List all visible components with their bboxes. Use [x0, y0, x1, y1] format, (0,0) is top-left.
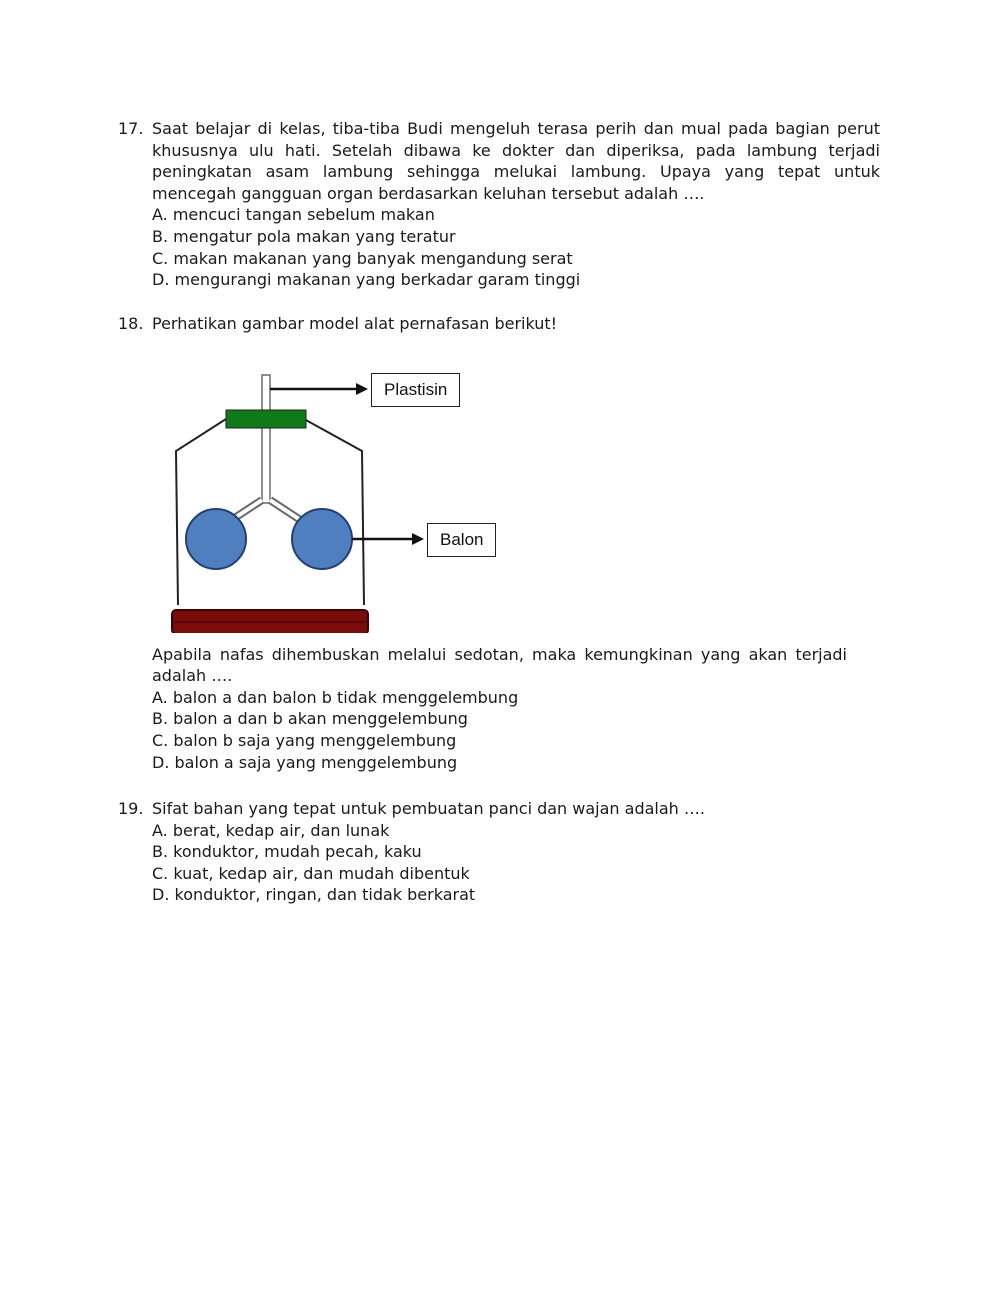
question-number: 18. [118, 314, 144, 333]
option-b[interactable]: B. mengatur pola makan yang teratur [152, 226, 456, 246]
option-a[interactable]: A. mencuci tangan sebelum makan [152, 205, 435, 225]
option-a[interactable]: A. berat, kedap air, dan lunak [152, 820, 390, 840]
option-c[interactable]: C. balon b saja yang menggelembung [152, 730, 457, 750]
label-plastisin: Plastisin [371, 373, 460, 407]
breathing-model-figure [146, 343, 546, 633]
question-number: 17. [118, 119, 144, 138]
arrow-balon-head [412, 533, 424, 545]
question-followup: Apabila nafas dihembuskan melalui sedotan, maka kemungkinan yang akan terjadi adalah …. [152, 644, 847, 686]
question-number: 19. [118, 799, 144, 818]
option-a[interactable]: A. balon a dan balon b tidak menggelembung [152, 687, 519, 707]
straw-tube [262, 375, 270, 503]
arrow-plastisin-head [356, 383, 368, 395]
option-d[interactable]: D. balon a saja yang menggelembung [152, 752, 458, 772]
answer-options [152, 687, 880, 773]
question-text: Sifat bahan yang tepat untuk pembuatan panci dan wajan adalah …. [152, 799, 705, 818]
question-19 [118, 798, 880, 906]
straw-branch-right-inner [270, 500, 302, 521]
breathing-model-diagram [146, 343, 546, 633]
option-d[interactable]: D. konduktor, ringan, dan tidak berkarat [152, 885, 476, 905]
answer-options [152, 204, 880, 290]
option-c[interactable]: C. makan makanan yang banyak mengandung serat [152, 248, 573, 268]
answer-options [152, 820, 880, 906]
plastisin-stopper [226, 410, 306, 428]
option-d[interactable]: D. mengurangi makanan yang berkadar garam tinggi [152, 270, 581, 290]
option-b[interactable]: B. konduktor, mudah pecah, kaku [152, 842, 422, 862]
question-17 [118, 118, 880, 291]
balloon-b [292, 509, 352, 569]
balloon-a [186, 509, 246, 569]
option-b[interactable]: B. balon a dan b akan menggelembung [152, 709, 468, 729]
question-18 [118, 313, 880, 773]
label-balon: Balon [427, 523, 496, 557]
option-c[interactable]: C. kuat, kedap air, dan mudah dibentuk [152, 863, 470, 883]
question-text: Perhatikan gambar model alat pernafasan berikut! [152, 314, 558, 333]
question-text: Saat belajar di kelas, tiba-tiba Budi mengeluh terasa perih dan mual pada bagian perut khususnya ulu hati. Setelah dibawa ke dokter dan diperiksa, pada lambung terjadi peningkatan asam lambung sehingga melukai lambung. Upaya yang tepat untuk mencegah gangguan organ berdasarkan keluhan tersebut adalah …. [152, 119, 880, 203]
